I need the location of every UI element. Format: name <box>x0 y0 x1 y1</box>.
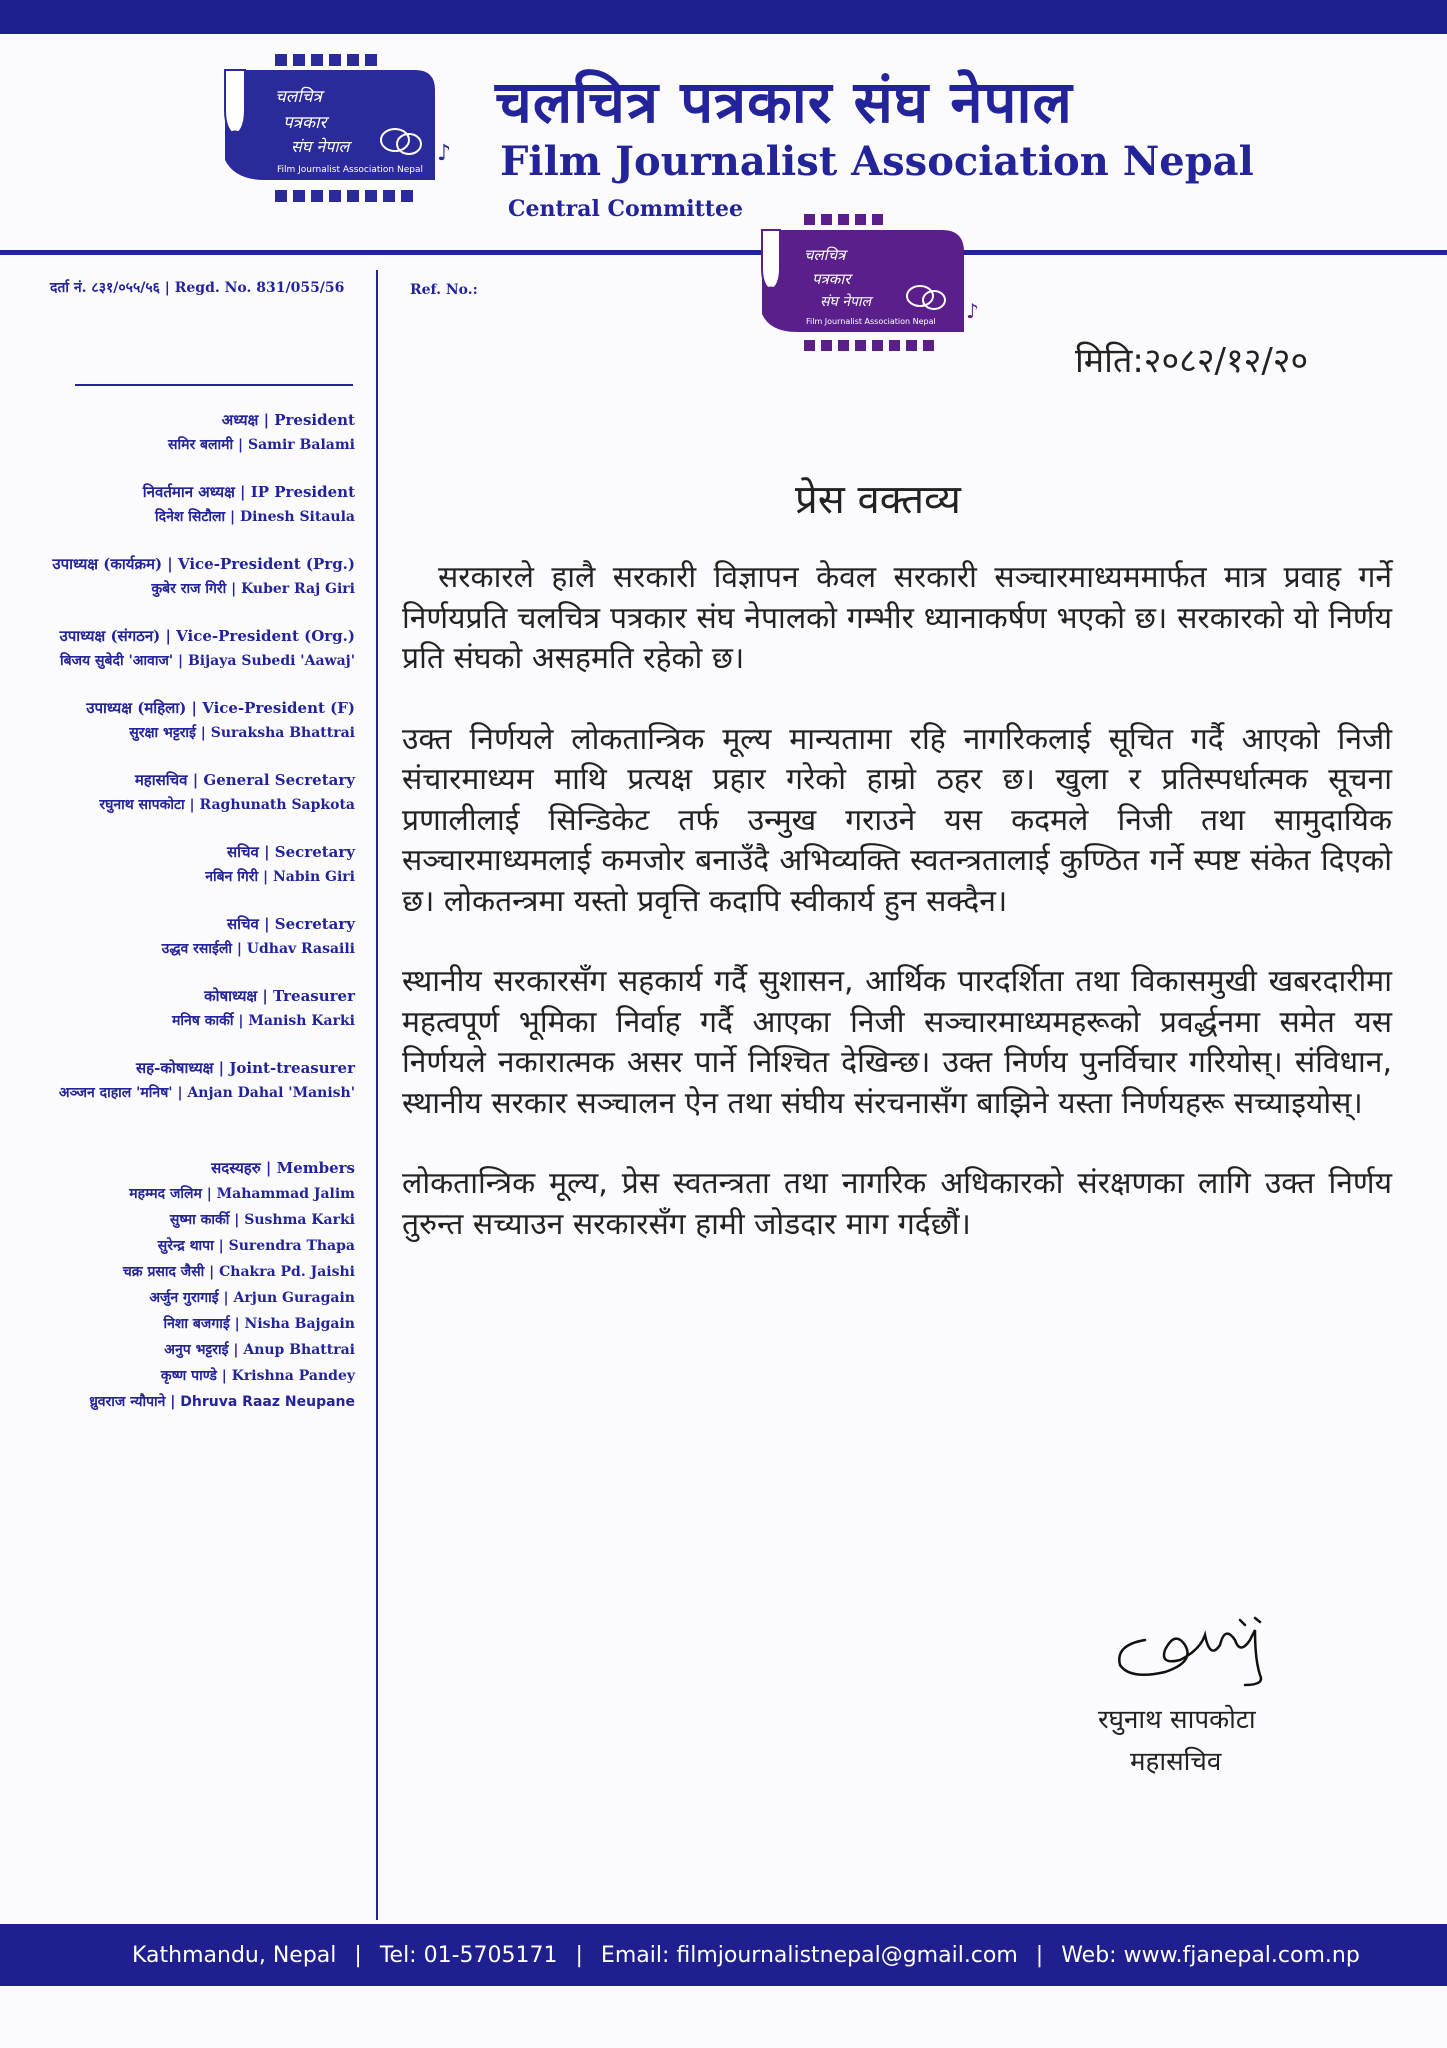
member-name: अनुप भट्टराई | Anup Bhattrai <box>164 1342 355 1358</box>
committee-entry <box>20 914 355 959</box>
member-name: अर्जुन गुरागाई | Arjun Guragain <box>149 1290 355 1306</box>
committee-role: सचिव | Secretary <box>226 915 355 933</box>
committee-name: उद्धव रसाईली | Udhav Rasaili <box>161 941 355 957</box>
committee-role: अध्यक्ष | President <box>221 411 355 429</box>
footer-phone[interactable]: Tel: 01-5705171 <box>379 1942 558 1968</box>
svg-text:चलचित्र: चलचित्र <box>275 87 322 107</box>
footer-email[interactable]: Email: filmjournalistnepal@gmail.com <box>600 1942 1018 1968</box>
svg-text:संघ नेपाल: संघ नेपाल <box>291 137 350 156</box>
title-english: Film Journalist Association Nepal <box>500 138 1254 185</box>
member-name: महम्मद जलिम | Mahammad Jalim <box>129 1186 355 1202</box>
member-name: ध्रुवराज न्यौपाने | Dhruva Raaz Neupane <box>89 1394 355 1410</box>
members-list <box>20 1158 355 1412</box>
member-name: चक्र प्रसाद जैसी | Chakra Pd. Jaishi <box>122 1264 355 1280</box>
committee-role: सचिव | Secretary <box>226 843 355 861</box>
members-heading: सदस्यहरु | Members <box>211 1159 355 1177</box>
member-name: कृष्ण पाण्डे | Krishna Pandey <box>160 1368 355 1384</box>
svg-text:♪: ♪ <box>437 141 452 166</box>
association-logo <box>205 40 465 215</box>
committee-entry <box>20 554 355 599</box>
committee-role: उपाध्यक्ष (कार्यक्रम) | Vice-President (Prg.) <box>52 555 355 573</box>
handwritten-signature <box>1105 1600 1295 1690</box>
committee-entry <box>20 986 355 1031</box>
committee-name: सुरक्षा भट्टराई | Suraksha Bhattrai <box>129 725 355 741</box>
footer-address: Kathmandu, Nepal <box>132 1942 337 1968</box>
signer-title: महासचिव <box>1130 1747 1222 1777</box>
footer-website[interactable]: Web: www.fjanepal.com.np <box>1061 1942 1360 1968</box>
committee-name: रघुनाथ सापकोटा | Raghunath Sapkota <box>99 797 355 813</box>
committee-entry <box>20 482 355 527</box>
svg-text:पत्रकार: पत्रकार <box>812 270 851 288</box>
header-rule <box>0 250 1447 255</box>
committee-entry <box>20 626 355 671</box>
body-paragraph: लोकतान्त्रिक मूल्य, प्रेस स्वतन्त्रता तथा नागरिक अधिकारको संरक्षणका लागि उक्त निर्णय तुरुन्त सच्याउन सरकारसँग हामी जोडदार माग गर्दछौं। <box>402 1166 1392 1242</box>
body-paragraph: उक्त निर्णयले लोकतान्त्रिक मूल्य मान्यतामा रहि नागरिकलाई सूचित गर्दै आएको निजी संचारमाध्यम माथि प्रत्यक्ष प्रहार गरेको हाम्रो ठहर छ। खुला र प्रतिस्पर्धात्मक सूचना प्रणालीलाई सिन्डिकेट तर्फ उन्मुख गराउने यस कदमले निजी तथा सामुदायिक सञ्चारमाध्यमलाई कमजोर बनाउँदै अभिव्यक्ति स्वतन्त्रतालाई कुण्ठित गर्ने स्पष्ट संकेत दिएको छ। लोकतन्त्रमा यस्तो प्रवृत्ति कदापि स्वीकार्य हुन सक्दैन। <box>402 721 1392 919</box>
committee-entry <box>20 410 355 455</box>
committee-role: निवर्तमान अध्यक्ष | IP President <box>142 483 355 501</box>
svg-text:Film Journalist Association Ne: Film Journalist Association Nepal <box>806 317 936 326</box>
committee-entry <box>20 1058 355 1103</box>
body-paragraph: सरकारले हालै सरकारी विज्ञापन केवल सरकारी सञ्चारमाध्यममार्फत मात्र प्रवाह गर्ने निर्णयप्रति चलचित्र पत्रकार संघ नेपालको गम्भीर ध्यानाकर्षण भएको छ। सरकारको यो निर्णय प्रति संघको असहमति रहेको छ। <box>402 560 1392 676</box>
svg-text:पत्रकार: पत्रकार <box>283 113 327 133</box>
member-name: सुरेन्द्र थापा | Surendra Thapa <box>157 1238 355 1254</box>
member-name: सुष्मा कार्की | Sushma Karki <box>169 1212 355 1228</box>
committee-role: उपाध्यक्ष (संगठन) | Vice-President (Org.) <box>59 627 355 645</box>
committee-entry <box>20 770 355 815</box>
reference-number-label: Ref. No.: <box>410 282 478 298</box>
svg-text:♪: ♪ <box>966 299 979 323</box>
committee-role: कोषाध्यक्ष | Treasurer <box>204 987 355 1005</box>
registration-number: दर्ता नं. ८३१/०५५/५६ | Regd. No. 831/055/56 <box>50 280 345 296</box>
committee-name: कुबेर राज गिरी | Kuber Raj Giri <box>151 581 355 597</box>
svg-text:Film Journalist Association Ne: Film Journalist Association Nepal <box>277 165 423 175</box>
footer-bar: Kathmandu, Nepal | Tel: 01-5705171 | Email: filmjournalistnepal@gmail.com | Web: www.fjanepal.com.np <box>0 1924 1447 1986</box>
member-name: निशा बजगाई | Nisha Bajgain <box>163 1316 355 1332</box>
letter-body <box>402 558 1392 1285</box>
svg-text:संघ नेपाल: संघ नेपाल <box>820 294 872 310</box>
body-paragraph: स्थानीय सरकारसँग सहकार्य गर्दै सुशासन, आर्थिक पारदर्शिता तथा विकासमुखी खबरदारीमा महत्वपूर्ण भूमिका निर्वाह गर्दै आएका निजी सञ्चारमाध्यमहरूको प्रवर्द्धनमा समेत यस निर्णयले नकारात्मक असर पार्ने निश्चित देखिन्छ। उक्त निर्णय पुनर्विचार गरियोस्। संविधान, स्थानीय सरकार सञ्चालन ऐन तथा संघीय संरचनासँग बाझिने यस्ता निर्णयहरू सच्याइयोस्। <box>402 964 1392 1121</box>
sidebar-divider <box>376 270 378 1920</box>
signer-name: रघुनाथ सापकोटा <box>1098 1705 1256 1735</box>
svg-text:चलचित्र: चलचित्र <box>804 246 846 264</box>
committee-name: मनिष कार्की | Manish Karki <box>172 1013 355 1029</box>
committee-name: बिजय सुबेदी 'आवाज' | Bijaya Subedi 'Aawaj' <box>60 653 355 669</box>
sidebar-rule <box>75 384 353 386</box>
title-nepali: चलचित्र पत्रकार संघ नेपाल <box>495 68 1073 136</box>
committee-name: नबिन गिरी | Nabin Giri <box>205 869 355 885</box>
top-color-bar <box>0 0 1447 34</box>
press-statement-heading: प्रेस वक्तव्य <box>795 477 961 523</box>
committee-role: सह-कोषाध्यक्ष | Joint-treasurer <box>136 1059 355 1077</box>
committee-name: दिनेश सिटौला | Dinesh Sitaula <box>155 509 355 525</box>
committee-entry <box>20 698 355 743</box>
committee-name: अञ्जन दाहाल 'मनिष' | Anjan Dahal 'Manish' <box>58 1085 355 1101</box>
committee-entry <box>20 842 355 887</box>
letter-date: मिति:२०८२/१२/२० <box>1075 341 1309 381</box>
central-committee-label: Central Committee <box>508 196 743 222</box>
committee-role: महासचिव | General Secretary <box>134 771 355 789</box>
committee-list <box>20 410 355 1439</box>
committee-role: उपाध्यक्ष (महिला) | Vice-President (F) <box>86 699 355 717</box>
committee-name: समिर बलामी | Samir Balami <box>167 437 355 453</box>
association-logo-stamp <box>742 210 992 360</box>
